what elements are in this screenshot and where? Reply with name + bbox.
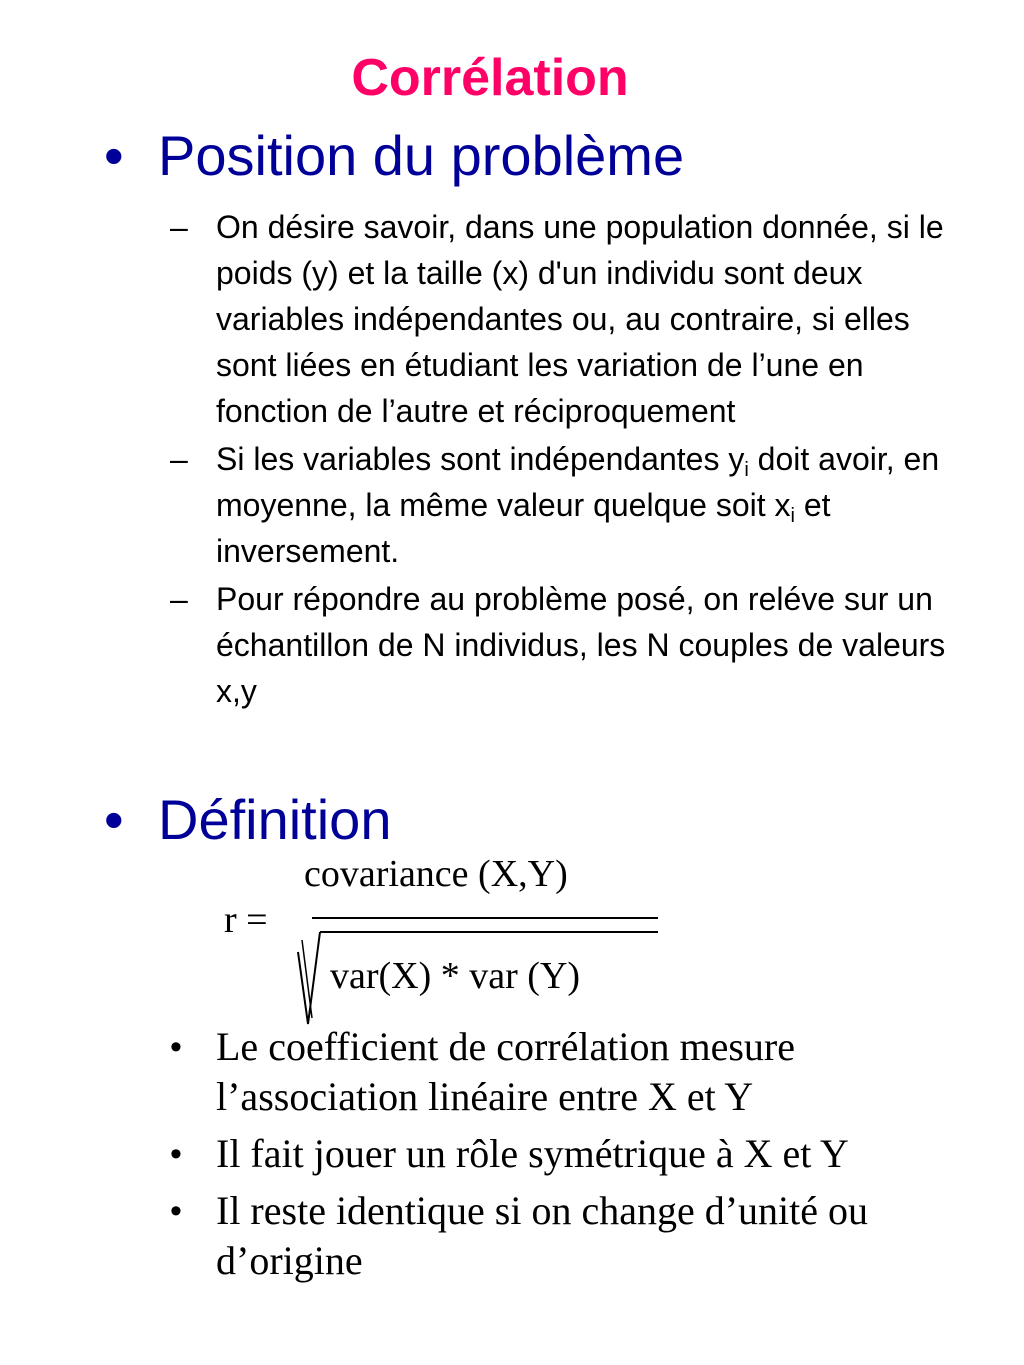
radical-sign-stroke [302, 940, 312, 1018]
formula-denominator: var(X) * var (Y) [330, 955, 581, 997]
sub-item-text-c: et inversement. [216, 487, 831, 569]
formula-numerator: covariance (X,Y) [304, 853, 568, 895]
definition-point-list [170, 1022, 970, 1293]
list-item-text: Il fait jouer un rôle symétrique à X et Y [216, 1131, 849, 1176]
dash-marker: – [170, 581, 188, 617]
sub-item-text: On désire savoir, dans une population donnée, si le poids (y) et la taille (x) d'un individu sont deux variables indépendantes ou, au contraire, si elles sont liées en étudiant les variation de l’une en fonction de l’autre et réciproquement [216, 209, 944, 429]
dash-marker: – [170, 441, 188, 477]
sub-item-text-a: Si les variables sont indépendantes y [216, 441, 745, 477]
sub-item [170, 436, 960, 574]
sub-item-text-b: doit avoir, en moyenne, la même valeur quelque soit x [216, 441, 940, 523]
position-sub-list [170, 204, 960, 714]
dash-marker: – [170, 209, 188, 245]
list-item [170, 1022, 970, 1122]
sub-item-text: Pour répondre au problème posé, on reléve sur un échantillon de N individus, les N couples de valeurs x,y [216, 581, 946, 709]
slide-title: Corrélation [351, 49, 629, 107]
bullet-marker: • [104, 124, 124, 187]
section-heading-text: Position du problème [158, 124, 685, 187]
bullet-marker: • [170, 1135, 182, 1173]
list-item-text: Le coefficient de corrélation mesure l’association linéaire entre X et Y [216, 1024, 795, 1119]
bullet-marker: • [104, 788, 124, 851]
list-item [170, 1129, 970, 1179]
subscript-i: i [790, 505, 795, 527]
subscript-i: i [744, 459, 749, 481]
sub-item [170, 204, 960, 434]
list-item [170, 1186, 970, 1286]
sub-item [170, 576, 960, 714]
list-item-text: Il reste identique si on change d’unité ou d’origine [216, 1188, 869, 1283]
bullet-marker: • [170, 1192, 182, 1230]
radical-sign [298, 932, 320, 1024]
bullet-marker: • [170, 1028, 182, 1066]
section-heading-text: Définition [158, 788, 392, 851]
formula-lhs: r = [224, 899, 268, 941]
